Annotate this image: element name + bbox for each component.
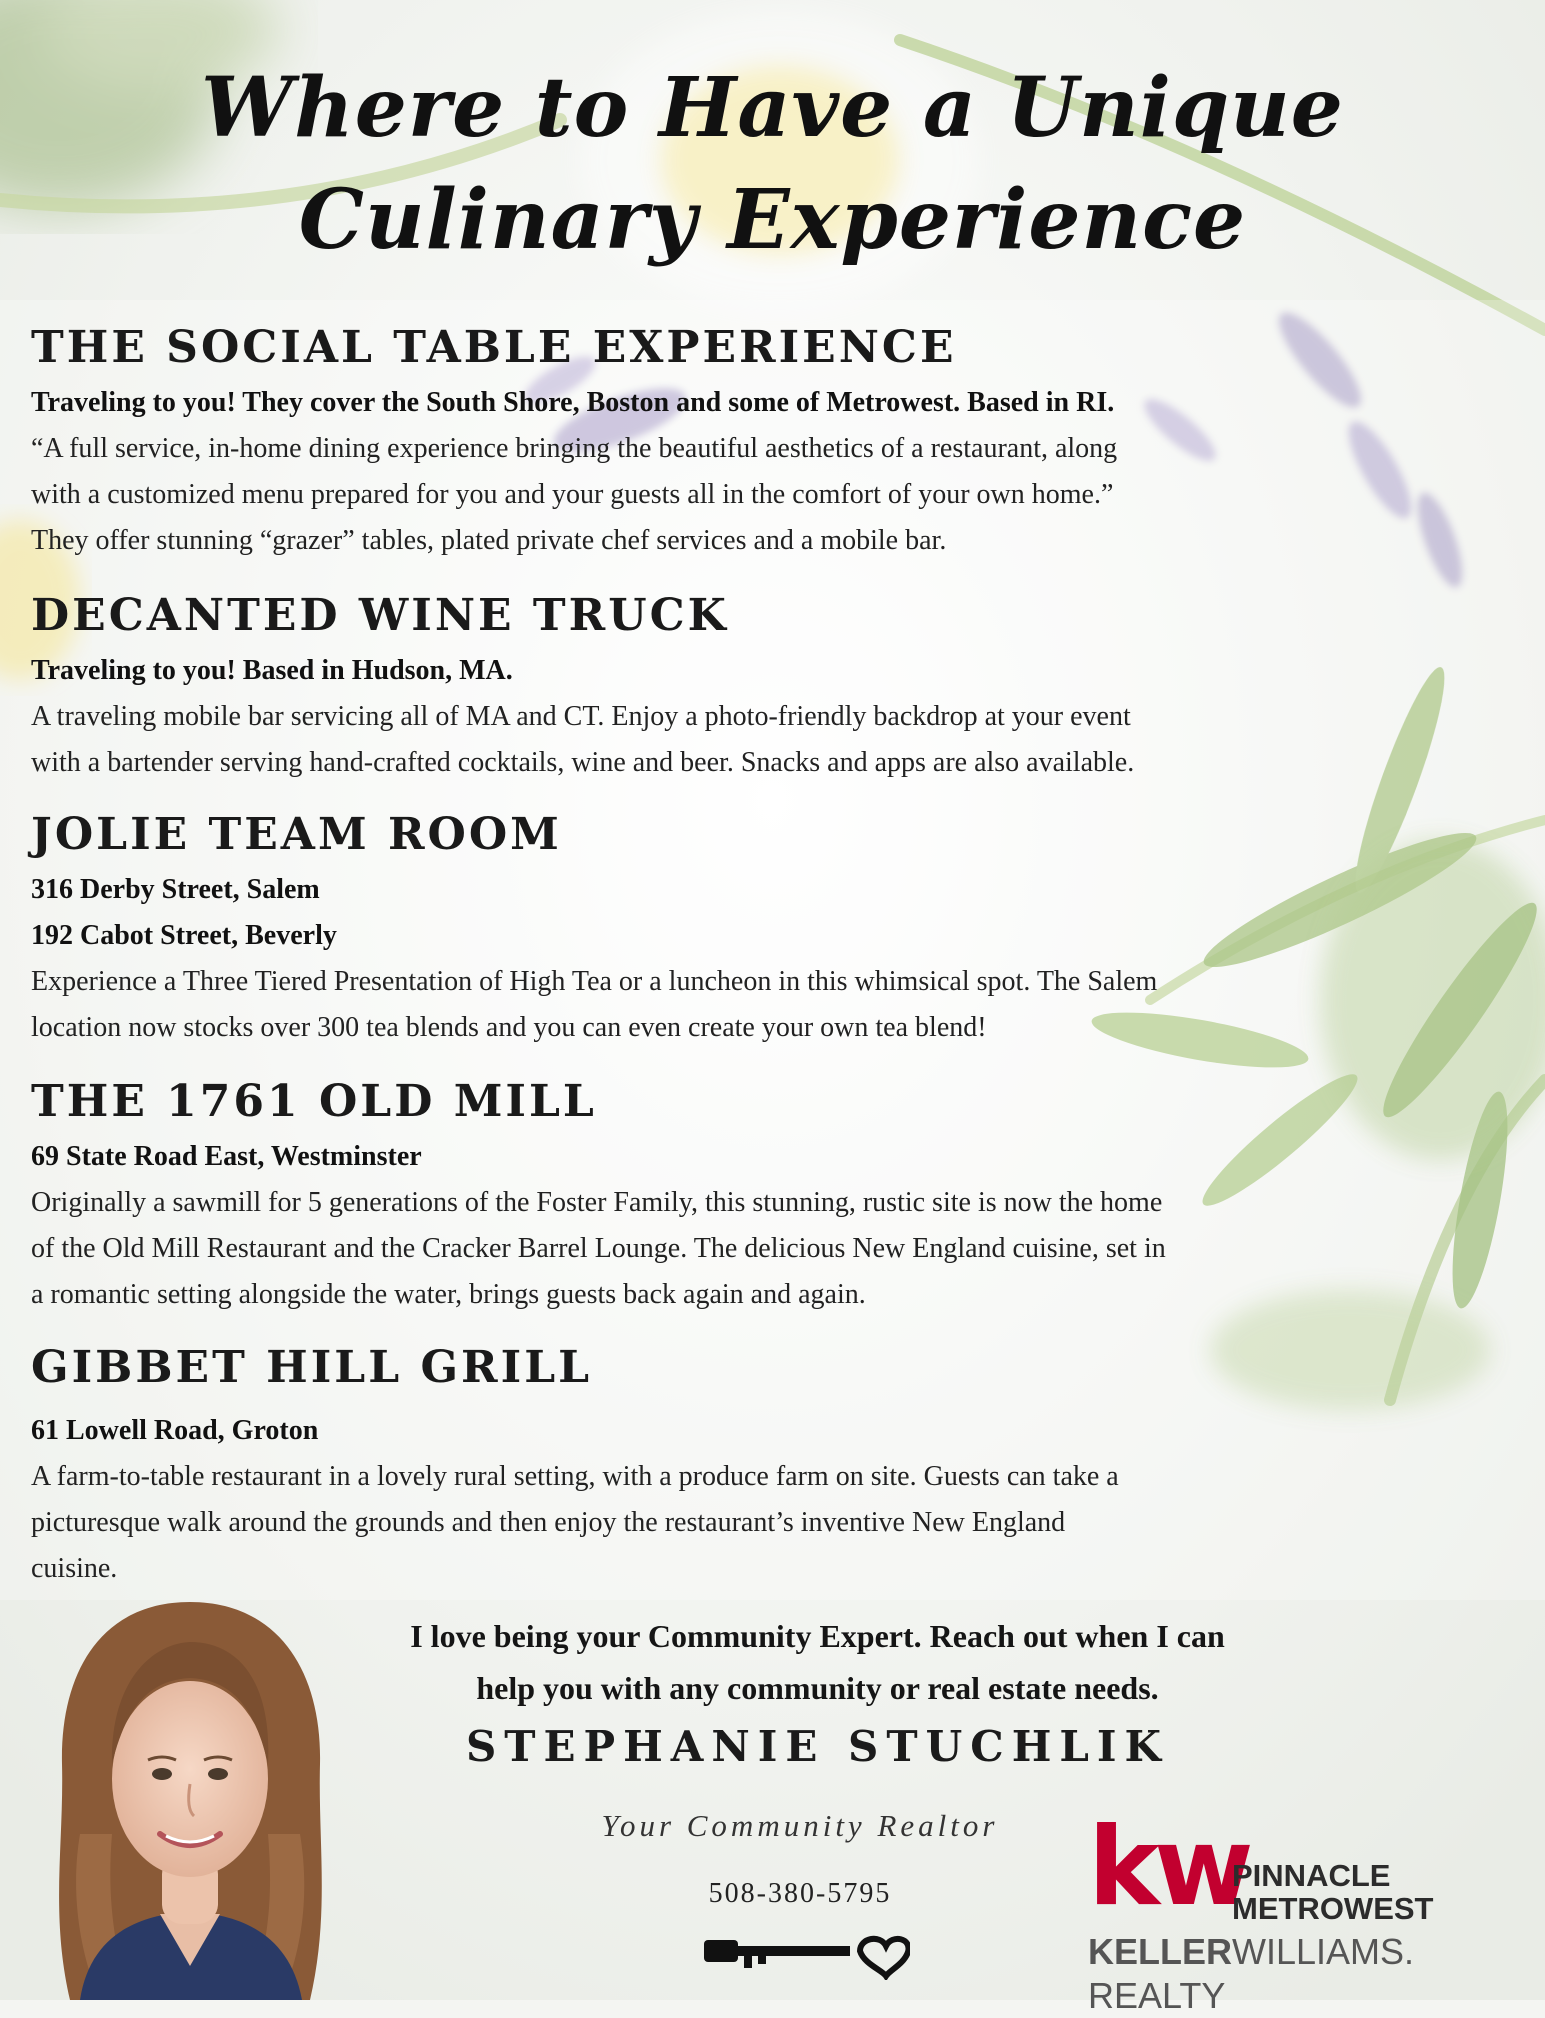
- key-icon: [700, 1930, 910, 1980]
- section-heading: DECANTED WINE TRUCK: [31, 590, 729, 641]
- agent-portrait: [40, 1594, 340, 2000]
- section-jolie-team-room: [31, 809, 1511, 1051]
- section-heading: GIBBET HILL GRILL: [31, 1342, 593, 1393]
- section-body-line: with a bartender serving hand-crafted cocktails, wine and beer. Snacks and apps are also available.: [31, 747, 1135, 778]
- section-body-line: A farm-to-table restaurant in a lovely rural setting, with a produce farm on site. Guests can take a: [31, 1461, 1119, 1492]
- page-title-line-2: Culinary Experience: [298, 172, 1247, 268]
- section-address: 61 Lowell Road, Groton: [31, 1415, 319, 1446]
- kw-brand-name: [1088, 1930, 1545, 2018]
- section-subheading: Traveling to you! They cover the South Shore, Boston and some of Metrowest. Based in RI.: [31, 387, 1115, 418]
- agent-name: STEPHANIE STUCHLIK: [465, 1722, 1170, 1771]
- agent-title: Your Community Realtor: [601, 1808, 999, 1843]
- section-social-table: [31, 322, 1511, 564]
- agent-phone: 508-380-5795: [708, 1878, 892, 1909]
- section-gibbet-hill-grill: [31, 1342, 1511, 1592]
- section-address: 69 State Road East, Westminster: [31, 1141, 422, 1172]
- kw-brand-bold: KELLER: [1088, 1931, 1232, 1972]
- section-subheading: Traveling to you! Based in Hudson, MA.: [31, 655, 513, 686]
- section-decanted-wine-truck: [31, 590, 1511, 786]
- section-body-line: A traveling mobile bar servicing all of MA and CT. Enjoy a photo-friendly backdrop at your event: [31, 701, 1131, 732]
- kw-brand-rest: WILLIAMS. REALTY: [1088, 1931, 1415, 2016]
- section-body-line: They offer stunning “grazer” tables, plated private chef services and a mobile bar.: [31, 525, 947, 556]
- section-heading: JOLIE TEAM ROOM: [31, 809, 562, 860]
- page-title-line-1: Where to Have a Unique: [201, 60, 1344, 156]
- section-body-line: picturesque walk around the grounds and then enjoy the restaurant’s inventive New England: [31, 1507, 1066, 1538]
- section-address: 192 Cabot Street, Beverly: [31, 920, 337, 951]
- section-body-line: Experience a Three Tiered Presentation of High Tea or a luncheon in this whimsical spot. The Salem: [31, 966, 1158, 997]
- contact-pitch-line-2: help you with any community or real estate needs.: [476, 1670, 1159, 1706]
- section-body-line: of the Old Mill Restaurant and the Cracker Barrel Lounge. The delicious New England cuisine, set in: [31, 1233, 1166, 1264]
- section-address: 316 Derby Street, Salem: [31, 874, 320, 905]
- section-body-line: with a customized menu prepared for you and your guests all in the comfort of your own home.”: [31, 479, 1114, 510]
- section-body-line: a romantic setting alongside the water, brings guests back again and again.: [31, 1279, 866, 1310]
- section-body-line: Originally a sawmill for 5 generations of the Foster Family, this stunning, rustic site is now the home: [31, 1187, 1163, 1218]
- section-heading: THE 1761 OLD MILL: [31, 1076, 597, 1127]
- section-body-line: cuisine.: [31, 1553, 118, 1584]
- kw-office-line-2: METROWEST: [1232, 1891, 1434, 1926]
- section-heading: THE SOCIAL TABLE EXPERIENCE: [31, 322, 957, 373]
- contact-pitch-line-1: I love being your Community Expert. Reach out when I can: [410, 1618, 1225, 1654]
- section-1761-old-mill: [31, 1076, 1511, 1318]
- section-body-line: location now stocks over 300 tea blends and you can even create your own tea blend!: [31, 1012, 987, 1043]
- section-body-line: “A full service, in-home dining experience bringing the beautiful aesthetics of a restaurant, along: [31, 433, 1118, 464]
- kw-office-line-1: PINNACLE: [1232, 1858, 1391, 1893]
- kw-logo-mark: kw: [1088, 1805, 1248, 1930]
